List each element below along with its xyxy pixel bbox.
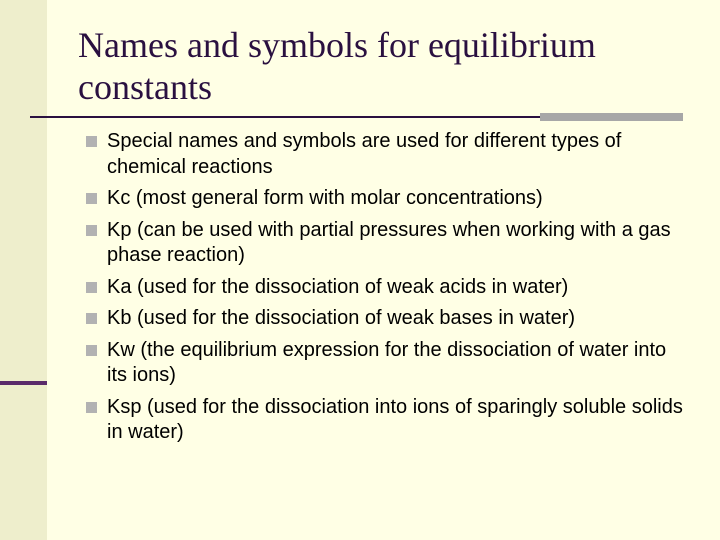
left-decorative-band xyxy=(0,0,47,540)
left-accent-bar xyxy=(0,381,47,385)
bullet-text: Kw (the equilibrium expression for the dissociation of water into its ions) xyxy=(107,338,667,386)
square-bullet-icon xyxy=(86,313,97,324)
square-bullet-icon xyxy=(86,402,97,413)
bullet-text: Kb (used for the dissociation of weak bases in water) xyxy=(107,307,576,329)
bullet-text: Kc (most general form with molar concentrations) xyxy=(107,187,543,209)
bullet-item xyxy=(86,395,686,446)
square-bullet-icon xyxy=(86,282,97,293)
square-bullet-icon xyxy=(86,136,97,147)
bullet-text: Special names and symbols are used for different types of chemical reactions xyxy=(107,130,622,178)
bullet-item xyxy=(86,275,686,301)
square-bullet-icon xyxy=(86,225,97,236)
bullet-item xyxy=(86,186,686,212)
bullet-text: Ka (used for the dissociation of weak acids in water) xyxy=(107,275,569,298)
title-underline xyxy=(30,116,540,118)
slide-title: Names and symbols for equilibrium constants xyxy=(78,25,596,107)
title-underline-accent xyxy=(540,113,683,121)
bullet-item xyxy=(86,129,686,180)
bullet-list xyxy=(86,129,686,452)
bullet-item xyxy=(86,338,686,389)
bullet-text: Kp (can be used with partial pressures when working with a gas phase reaction) xyxy=(107,218,671,266)
bullet-item xyxy=(86,218,686,269)
bullet-text: Ksp (used for the dissociation into ions of sparingly soluble solids in water) xyxy=(107,395,683,443)
square-bullet-icon xyxy=(86,345,97,356)
square-bullet-icon xyxy=(86,193,97,204)
bullet-item xyxy=(86,306,686,332)
